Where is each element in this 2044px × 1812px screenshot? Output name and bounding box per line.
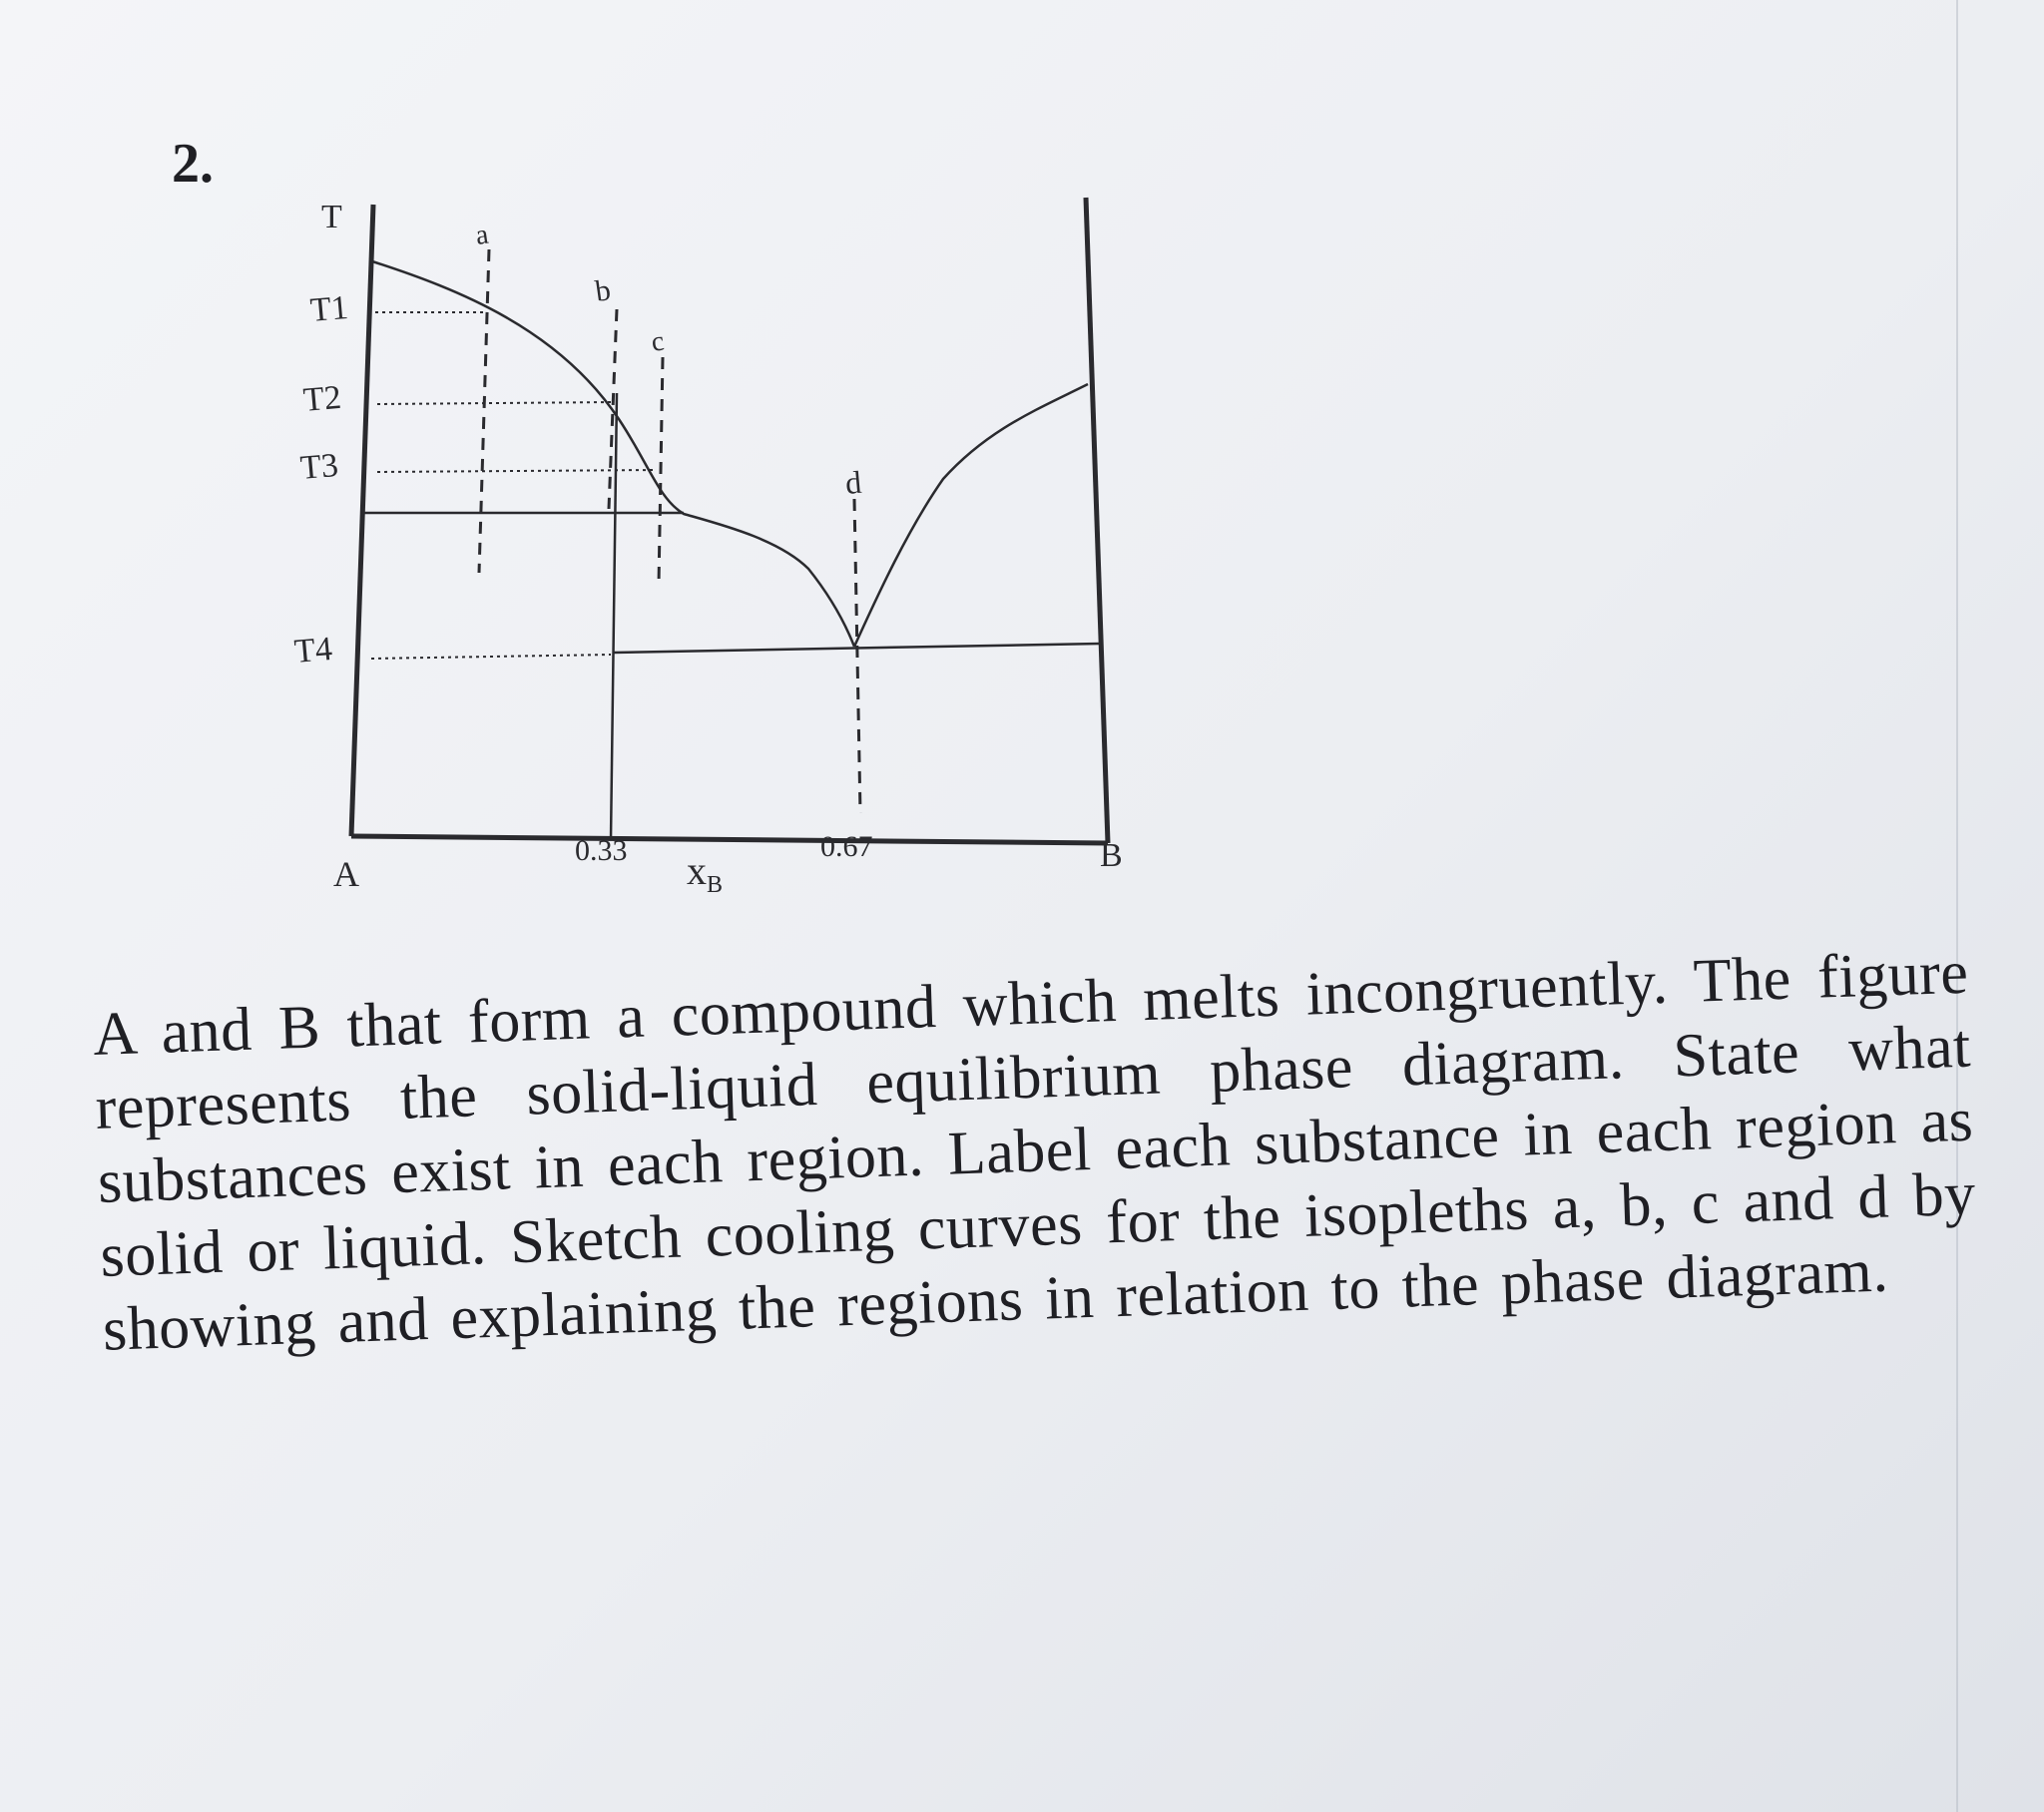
isopleth-d-label: d bbox=[843, 463, 863, 501]
isopleth-c bbox=[659, 357, 663, 585]
x-tick-033: 0.33 bbox=[575, 834, 628, 867]
liquidus-curve-right bbox=[854, 384, 1088, 647]
component-b-label: B bbox=[1100, 837, 1123, 874]
x-tick-067: 0.67 bbox=[820, 830, 873, 863]
left-axis bbox=[351, 205, 373, 836]
x-axis-label-main: x bbox=[687, 848, 707, 893]
y-axis-label: T bbox=[321, 199, 342, 235]
right-axis bbox=[1086, 198, 1108, 843]
t4-label: T4 bbox=[292, 630, 334, 671]
isopleth-c-label: c bbox=[649, 325, 667, 358]
isopleth-a-label: a bbox=[473, 219, 491, 251]
question-text: A and B that form a compound which melts incongruently. The figure represents the solid-liquid equilibrium phase diagram. State what substances exist in each region. Label each substance in each region as solid or liquid. Sketch cooling curves for the isopleths a, b, c and d by showing and explaining the regions in relation to the phase diagram. bbox=[92, 938, 1977, 1364]
t2-guide-line bbox=[377, 402, 615, 404]
t2-label: T2 bbox=[301, 378, 343, 419]
t4-guide-line bbox=[371, 655, 611, 659]
question-number: 2. bbox=[172, 133, 214, 195]
t3-label: T3 bbox=[298, 446, 340, 487]
isopleth-d bbox=[854, 499, 860, 813]
bottom-axis bbox=[351, 836, 1108, 843]
x-axis-label bbox=[687, 848, 723, 898]
x-axis-label-subscript: B bbox=[707, 872, 724, 898]
isopleth-a bbox=[479, 249, 489, 573]
t3-guide-line bbox=[377, 470, 655, 472]
t1-label: T1 bbox=[308, 288, 350, 329]
component-a-label: A bbox=[333, 854, 359, 894]
isopleth-b-label: b bbox=[593, 273, 613, 308]
